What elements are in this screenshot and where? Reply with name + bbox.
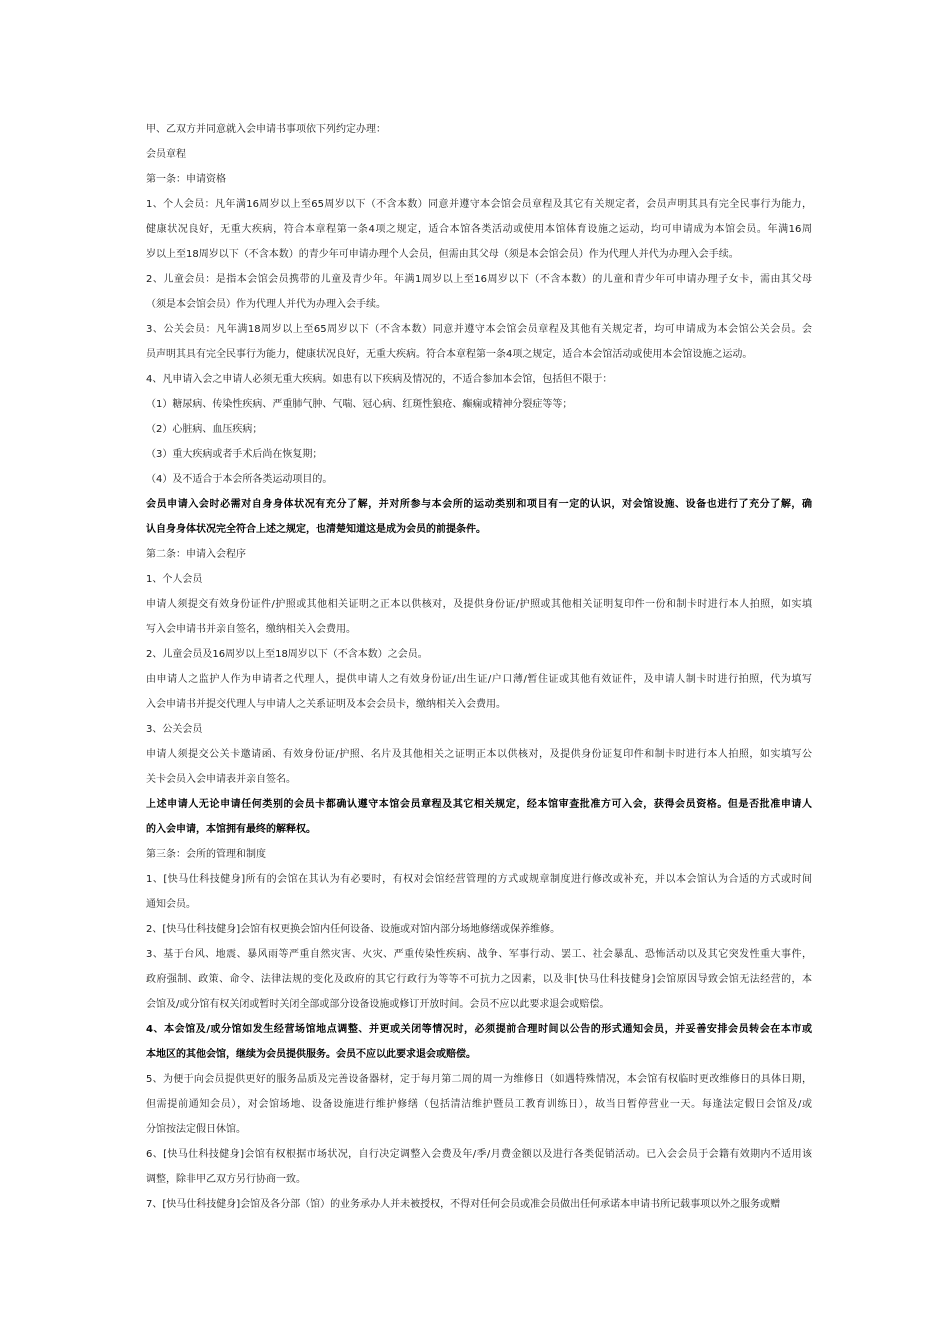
text-line: 3、公关会员：凡年满18周岁以上至65周岁以下（不含本数）同意并遵守本会馆会员章程及其他有关规定者，均可申请成为本会馆公关会员。会 xyxy=(146,324,812,335)
paragraph xyxy=(146,192,812,267)
text-line: （须是本会馆会员）作为代理人并代为办理入会手续。 xyxy=(146,299,386,310)
text-line: 由申请人之监护人作为申请者之代理人，提供申请人之有效身份证/出生证/户口薄/暂住证或其他有效证件，及申请人制卡时进行拍照，代为填写 xyxy=(146,674,812,685)
text-line: 3、公关会员 xyxy=(146,724,203,735)
bold-paragraph xyxy=(146,792,812,842)
text-line: 2、儿童会员及16周岁以上至18周岁以下（不含本数）之会员。 xyxy=(146,649,428,660)
text-line: 员声明其具有完全民事行为能力，健康状况良好，无重大疾病。符合本章程第一条4项之规定，适合本会馆活动或使用本会馆设施之运动。 xyxy=(146,349,753,360)
paragraph xyxy=(146,742,812,792)
text-line: 4、凡申请入会之申请人必须无重大疾病。如患有以下疾病及情况的，不适合参加本会馆，包括但不限于： xyxy=(146,374,613,385)
paragraph xyxy=(146,867,812,917)
text-line: 但需提前通知会员），对会馆场地、设备设施进行维护修缮（包括清洁维护暨员工教育训练日），故当日暂停营业一天。每逢法定假日会馆及/或 xyxy=(146,1099,812,1110)
text-line: （2）心脏病、血压疾病； xyxy=(146,424,263,435)
bold-paragraph xyxy=(146,492,812,542)
text-line: 会馆及/或分馆有权关闭或暂时关闭全部或部分设备设施或修订开放时间。会员不应以此要求退会或赔偿。 xyxy=(146,999,610,1010)
text-line: 分馆按法定假日休馆。 xyxy=(146,1124,246,1135)
text-line: （1）糖尿病、传染性疾病、严重肺气肿、气喘、冠心病、红斑性狼疮、癫痫或精神分裂症等等； xyxy=(146,399,573,410)
text-line: 申请人须提交有效身份证件/护照或其他相关证明之正本以供核对，及提供身份证/护照或其他相关证明复印件一份和制卡时进行本人拍照，如实填 xyxy=(146,599,812,610)
document-body xyxy=(146,117,812,1217)
text-line: 会员申请入会时必需对自身身体状况有充分了解，并对所参与本会所的运动类别和项目有一定的认识，对会馆设施、设备也进行了充分了解，确 xyxy=(146,499,812,510)
paragraph xyxy=(146,392,812,417)
paragraph xyxy=(146,542,812,567)
text-line: 6、[快马仕科技健身]会馆有权根据市场状况，自行决定调整入会费及年/季/月费金额以及进行各类促销活动。已入会会员于会籍有效期内不适用该 xyxy=(146,1149,812,1160)
paragraph xyxy=(146,642,812,667)
text-line: 申请人须提交公关卡邀请函、有效身份证/护照、名片及其他相关之证明正本以供核对，及提供身份证复印件和制卡时进行本人拍照，如实填写公 xyxy=(146,749,812,760)
text-line: 政府强制、政策、命令、法律法规的变化及政府的其它行政行为等等不可抗力之因素，以及非[快马仕科技健身]会馆原因导致会馆无法经营的，本 xyxy=(146,974,812,985)
text-line: 写入会申请书并亲自签名，缴纳相关入会费用。 xyxy=(146,624,356,635)
text-line: 关卡会员入会申请表并亲自签名。 xyxy=(146,774,296,785)
text-line: 甲、乙双方并同意就入会申请书事项依下列约定办理： xyxy=(146,124,386,135)
paragraph xyxy=(146,1142,812,1192)
text-line: 1、个人会员：凡年满16周岁以上至65周岁以下（不含本数）同意并遵守本会馆会员章程及其它有关规定者，会员声明其具有完全民事行为能力， xyxy=(146,199,812,210)
paragraph xyxy=(146,467,812,492)
text-line: （4）及不适合于本会所各类运动项目的。 xyxy=(146,474,333,485)
text-line: 调整，除非甲乙双方另行协商一致。 xyxy=(146,1174,306,1185)
bold-paragraph xyxy=(146,1017,812,1067)
text-line: 第二条：申请入会程序 xyxy=(146,549,246,560)
text-line: 5、为便于向会员提供更好的服务品质及完善设备器材，定于每月第二周的周一为维修日（如遇特殊情况，本会馆有权临时更改维修日的具体日期， xyxy=(146,1074,812,1085)
text-line: 2、[快马仕科技健身]会馆有权更换会馆内任何设备、设施或对馆内部分场地修缮或保养维修。 xyxy=(146,924,561,935)
paragraph xyxy=(146,717,812,742)
text-line: 7、[快马仕科技健身]会馆及各分部（馆）的业务承办人并未被授权，不得对任何会员或准会员做出任何承诺本申请书所记载事项以外之服务或赠 xyxy=(146,1199,781,1210)
paragraph xyxy=(146,417,812,442)
paragraph xyxy=(146,167,812,192)
text-line: 本地区的其他会馆，继续为会员提供服务。会员不应以此要求退会或赔偿。 xyxy=(146,1049,476,1060)
text-line: 健康状况良好，无重大疾病，符合本章程第一条4项之规定，适合本馆各类活动或使用本馆体育设施之运动，均可申请成为本馆会员。年满16周 xyxy=(146,224,812,235)
text-line: 岁以上至18周岁以下（不含本数）的青少年可申请办理个人会员，但需由其父母（须是本会馆会员）作为代理人并代为办理入会手续。 xyxy=(146,249,739,260)
paragraph xyxy=(146,917,812,942)
paragraph xyxy=(146,667,812,717)
text-line: 入会申请书并提交代理人与申请人之关系证明及本会会员卡，缴纳相关入会费用。 xyxy=(146,699,506,710)
text-line: 认自身身体状况完全符合上述之规定，也清楚知道这是成为会员的前提条件。 xyxy=(146,524,486,535)
text-line: 2、儿童会员：是指本会馆会员携带的儿童及青少年。年满1周岁以上至16周岁以下（不含本数）的儿童和青少年可申请办理子女卡，需由其父母 xyxy=(146,274,812,285)
text-line: 的入会申请，本馆拥有最终的解释权。 xyxy=(146,824,316,835)
text-line: 第三条：会所的管理和制度 xyxy=(146,849,266,860)
text-line: 通知会员。 xyxy=(146,899,196,910)
text-line: 第一条：申请资格 xyxy=(146,174,226,185)
paragraph xyxy=(146,1192,812,1217)
paragraph xyxy=(146,942,812,1017)
paragraph xyxy=(146,592,812,642)
text-line: 会员章程 xyxy=(146,149,186,160)
text-line: 上述申请人无论申请任何类别的会员卡都确认遵守本馆会员章程及其它相关规定，经本馆审查批准方可入会，获得会员资格。但是否批准申请人 xyxy=(146,799,812,810)
paragraph xyxy=(146,267,812,317)
paragraph xyxy=(146,142,812,167)
paragraph xyxy=(146,567,812,592)
text-line: 1、个人会员 xyxy=(146,574,203,585)
text-line: （3）重大疾病或者手术后尚在恢复期； xyxy=(146,449,323,460)
text-line: 1、[快马仕科技健身]所有的会馆在其认为有必要时，有权对会馆经营管理的方式或规章制度进行修改或补充，并以本会馆认为合适的方式或时间 xyxy=(146,874,812,885)
paragraph xyxy=(146,117,812,142)
paragraph xyxy=(146,842,812,867)
paragraph xyxy=(146,317,812,367)
text-line: 3、基于台风、地震、暴风雨等严重自然灾害、火灾、严重传染性疾病、战争、军事行动、罢工、社会暴乱、恐怖活动以及其它突发性重大事件， xyxy=(146,949,812,960)
text-line: 4、本会馆及/或分馆如发生经营场馆地点调整、并更或关闭等情况时，必须提前合理时间以公告的形式通知会员，并妥善安排会员转会在本市或 xyxy=(146,1024,812,1035)
paragraph xyxy=(146,442,812,467)
paragraph xyxy=(146,1067,812,1142)
paragraph xyxy=(146,367,812,392)
